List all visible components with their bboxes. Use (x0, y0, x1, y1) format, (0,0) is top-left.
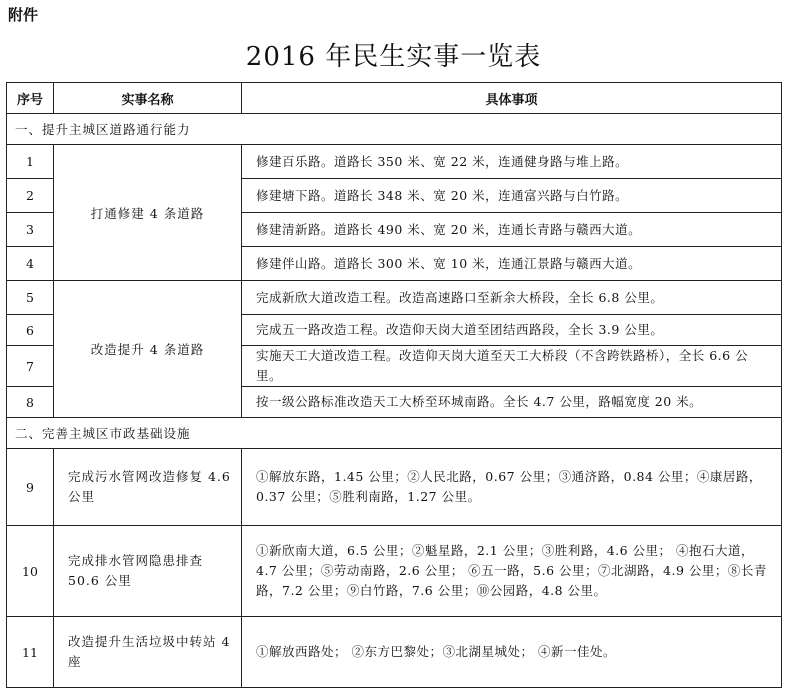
row-num: 11 (7, 617, 54, 688)
item-detail: 修建百乐路。道路长 350 米、宽 22 米，连通健身路与堆上路。 (242, 145, 782, 179)
attachment-label: 附件 (8, 6, 39, 24)
item-name: 改造提升 4 条道路 (54, 281, 242, 418)
item-detail: ①解放东路，1.45 公里；②人民北路，0.67 公里；③通济路，0.84 公里；④康居路，0.37 公里；⑤胜利南路，1.27 公里。 (242, 449, 782, 526)
header-num: 序号 (7, 83, 54, 114)
row-num: 9 (7, 449, 54, 526)
item-detail: 修建塘下路。道路长 348 米、宽 20 米，连通富兴路与白竹路。 (242, 179, 782, 213)
item-detail: ①新欣南大道，6.5 公里；②魁星路，2.1 公里；③胜利路，4.6 公里； ④抱石大道，4.7 公里；⑤劳动南路，2.6 公里； ⑥五一路，5.6 公里；⑦北湖路，4.9 公里；⑧长青路，7.2 公里；⑨白竹路，7.6 公里；⑩公园路，4.8 公里。 (242, 526, 782, 617)
row-num: 8 (7, 387, 54, 418)
table-row (7, 449, 782, 526)
item-name: 改造提升生活垃圾中转站 4 座 (54, 617, 242, 688)
item-detail: 按一级公路标准改造天工大桥至环城南路。全长 4.7 公里，路幅宽度 20 米。 (242, 387, 782, 418)
section-row (7, 114, 782, 145)
section-row (7, 418, 782, 449)
row-num: 5 (7, 281, 54, 315)
item-detail: ①解放西路处； ②东方巴黎处；③北湖星城处； ④新一佳处。 (242, 617, 782, 688)
page-title: 2016 年民生实事一览表 (245, 42, 542, 72)
header-row (7, 83, 782, 114)
row-num: 2 (7, 179, 54, 213)
item-detail: 完成五一路改造工程。改造仰天岗大道至团结西路段，全长 3.9 公里。 (242, 315, 782, 346)
table-row (7, 617, 782, 688)
table-row (7, 281, 782, 315)
item-detail: 修建伴山路。道路长 300 米、宽 10 米，连通江景路与赣西大道。 (242, 247, 782, 281)
item-name: 打通修建 4 条道路 (54, 145, 242, 281)
table-row (7, 526, 782, 617)
row-num: 1 (7, 145, 54, 179)
row-num: 7 (7, 346, 54, 387)
item-detail: 完成新欣大道改造工程。改造高速路口至新余大桥段，全长 6.8 公里。 (242, 281, 782, 315)
row-num: 3 (7, 213, 54, 247)
table-row (7, 145, 782, 179)
item-name: 完成排水管网隐患排查 50.6 公里 (54, 526, 242, 617)
header-detail: 具体事项 (242, 83, 782, 114)
row-num: 4 (7, 247, 54, 281)
header-name: 实事名称 (54, 83, 242, 114)
item-name: 完成污水管网改造修复 4.6 公里 (54, 449, 242, 526)
section-title: 二、完善主城区市政基础设施 (7, 418, 782, 449)
item-detail: 实施天工大道改造工程。改造仰天岗大道至天工大桥段（不含跨铁路桥），全长 6.6 公里。 (242, 346, 782, 387)
section-title: 一、提升主城区道路通行能力 (7, 114, 782, 145)
row-num: 10 (7, 526, 54, 617)
row-num: 6 (7, 315, 54, 346)
item-detail: 修建清新路。道路长 490 米、宽 20 米，连通长青路与赣西大道。 (242, 213, 782, 247)
summary-table (6, 82, 782, 688)
